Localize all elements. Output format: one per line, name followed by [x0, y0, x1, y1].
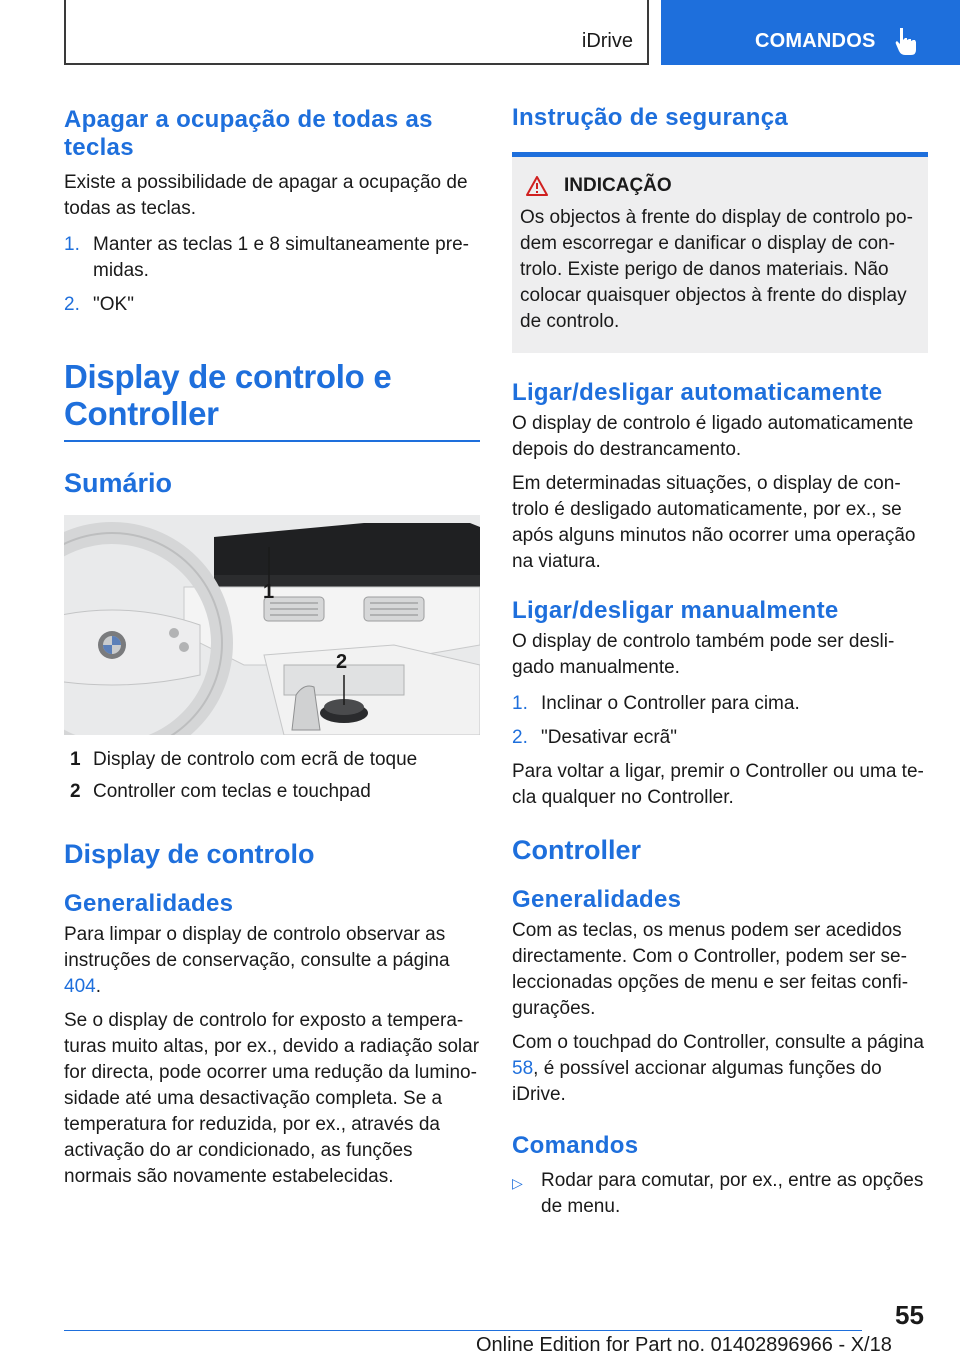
main-chapter-title: Display de controlo e Controller — [64, 358, 392, 432]
controls-title: Comandos — [512, 1132, 639, 1159]
dashboard-illustration — [64, 515, 480, 735]
notice-text: Os objectos à frente do display de controlo podem escorregar e danificar o display de controlo. Existe perigo de danos materiais. Não colocar quaisquer objectos à frente do display de controlo. — [520, 207, 913, 332]
notice-box — [512, 152, 928, 353]
header-chapter-label: COMANDOS — [755, 30, 876, 52]
controller-paragraph-1: Com as teclas, os menus podem ser acedidos directamente. Com o Controller, podem ser seleccionadas opções de menu e ser feitas configurações. — [512, 920, 909, 1019]
auto-toggle-title: Ligar/desligar automaticamente — [512, 379, 883, 406]
figure-label: 1 — [263, 581, 275, 603]
erase-steps — [64, 232, 480, 318]
page-number: 55 — [895, 1300, 924, 1330]
list-item: 2. "Desativar ecrã" — [512, 727, 677, 748]
title-underline — [64, 440, 480, 442]
controls-list — [512, 1168, 928, 1220]
list-item: 1. Inclinar o Controller para cima. — [512, 693, 800, 714]
safety-title: Instrução de segurança — [512, 104, 789, 131]
header-section-box — [64, 0, 649, 65]
auto-paragraph-1: O display de controlo é ligado automaticamente depois do destrancamento. — [512, 413, 914, 460]
notice-label: INDICAÇÃO — [564, 175, 672, 196]
warning-triangle-icon — [526, 176, 548, 196]
general-paragraph-2: Se o display de controlo for exposto a temperaturas muito altas, por ex., devido a radiação solar for directa, pode ocorrer uma redução da luminosidade até uma desactivação completa. Se a temperatura for reduzida, por ex., através da activação do ar condicionado, as funções normais são novamente estabelecidas. — [64, 1010, 480, 1187]
manual-toggle-title: Ligar/desligar manualmente — [512, 597, 839, 624]
controller-general-title: Generalidades — [512, 886, 682, 913]
general-title: Generalidades — [64, 890, 234, 917]
header-section-label: iDrive — [581, 30, 633, 52]
header-chapter-tab[interactable] — [661, 0, 960, 65]
triangle-bullet-icon: ▷ — [512, 1175, 523, 1191]
erase-section-title: Apagar a ocupação de todas as teclas — [64, 106, 433, 161]
list-item: 2. "OK" — [64, 294, 134, 315]
right-column — [512, 100, 928, 1220]
left-column — [64, 100, 480, 1190]
auto-paragraph-2: Em determinadas situações, o display de controlo é desligado automaticamente, por ex., se após alguns minutos não ocorrer uma operação na viatura. — [512, 473, 916, 572]
manual-paragraph-1: O display de controlo também pode ser desligado manualmente. — [512, 631, 895, 678]
figure-label: 2 — [336, 651, 348, 673]
page-link[interactable]: 404 — [64, 976, 96, 997]
display-section-title: Display de controlo — [64, 839, 315, 869]
manual-steps — [512, 691, 928, 751]
footer-divider — [64, 1330, 862, 1331]
manual-paragraph-2: Para voltar a ligar, premir o Controller ou uma tecla qualquer no Controller. — [512, 761, 924, 808]
general-paragraph-1: Para limpar o display de controlo observar as instruções de conservação, consulte a página 404. — [64, 924, 450, 997]
list-item: ▷ Rodar para comutar, por ex., entre as opções de menu. — [512, 1170, 924, 1217]
page-link[interactable]: 58 — [512, 1058, 534, 1079]
footer-edition: Online Edition for Part no. 01402896966 - X/18 — [476, 1334, 892, 1356]
figure-captions — [64, 747, 480, 805]
caption-item: 1 Display de controlo com ecrã de toque — [70, 749, 418, 770]
summary-title: Sumário — [64, 468, 173, 498]
pointing-hand-icon — [894, 26, 920, 56]
notice-header — [520, 175, 920, 197]
controller-title: Controller — [512, 835, 642, 865]
caption-item: 2 Controller com teclas e touchpad — [70, 781, 371, 802]
erase-text: Existe a possibilidade de apagar a ocupação de todas as teclas. — [64, 172, 468, 219]
dashboard-figure — [64, 515, 480, 735]
controller-paragraph-2: Com o touchpad do Controller, consulte a página 58, é possível accionar algumas funções do iDrive. — [512, 1032, 924, 1105]
list-item: 1. Manter as teclas 1 e 8 simultaneamente premidas. — [64, 234, 469, 281]
